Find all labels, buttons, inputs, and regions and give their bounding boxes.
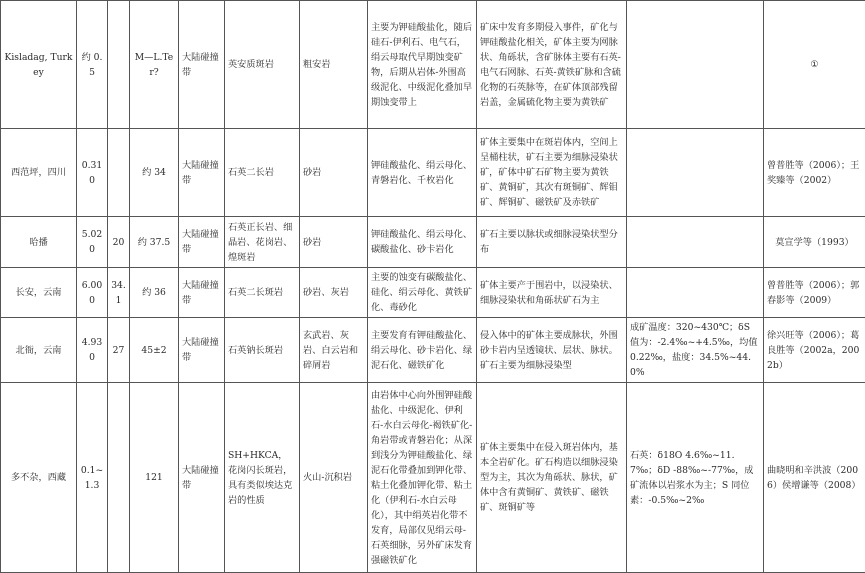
age-cell: 约 36: [130, 268, 179, 318]
wallrock-cell: 火山-沉积岩: [300, 383, 368, 573]
tectonic-cell: 大陆碰撞带: [179, 268, 225, 318]
deposit-name: 哈播: [1, 217, 77, 268]
table-row: [1, 217, 865, 268]
age-cell: M—L.Ter?: [130, 1, 179, 129]
reserve-cell: 5.020: [77, 217, 108, 268]
reserve-cell: 4.930: [77, 318, 108, 383]
reserve-cell: 6.000: [77, 268, 108, 318]
deposit-name: Kisladag, Turkey: [1, 1, 77, 129]
table-row: [1, 383, 865, 573]
table-row: [1, 1, 865, 129]
fluid-cell: [627, 129, 764, 217]
intrusion-cell: SH+HKCA，花岗闪长斑岩，具有类似埃达克岩的性质: [225, 383, 300, 573]
reference-cell: 曲晓明和辛洪波（2006）侯增谦等（2008）: [764, 383, 865, 573]
reserve-cell: 约 0.5: [77, 1, 108, 129]
fluid-cell: [627, 1, 764, 129]
grade-cell: 20: [108, 217, 130, 268]
intrusion-cell: 石英二长斑岩: [225, 268, 300, 318]
alteration-cell: 钾硅酸盐化、绢云母化、碳酸盐化、砂卡岩化: [368, 217, 477, 268]
wallrock-cell: 砂岩: [300, 217, 368, 268]
wallrock-cell: 砂岩、灰岩: [300, 268, 368, 318]
grade-cell: 27: [108, 318, 130, 383]
ore-character-cell: 矿床中发育多期侵入事件，矿化与钾硅酸盐化相关，矿体主要为网脉状、角砾状，含矿脉体主要有石英-电气石网脉、石英-黄铁矿脉和含硫化物的石英脉等，在矿体顶部残留岩盖，金属硫化物主要为黄铁矿: [477, 1, 627, 129]
ore-character-cell: 矿体主要集中在斑岩体内，空间上呈桶柱状，矿石主要为细脉浸染状矿，矿体中矿石矿物主要为黄铁矿、黄铜矿，其次有斑铜矿、辉钼矿、辉铜矿、磁铁矿及赤铁矿: [477, 129, 627, 217]
intrusion-cell: 石英二长岩: [225, 129, 300, 217]
grade-cell: [108, 129, 130, 217]
fluid-cell: [627, 217, 764, 268]
reference-cell: 曾普胜等（2006）；郭春影等（2009）: [764, 268, 865, 318]
tectonic-cell: 大陆碰撞带: [179, 129, 225, 217]
grade-cell: [108, 1, 130, 129]
reference-cell: ①: [764, 1, 865, 129]
fluid-cell: 石英：δ18O 4.6‰~11.7‰；δD -88‰~-77‰，成矿流体以岩浆水为主；S 同位素：-0.5‰~2‰: [627, 383, 764, 573]
wallrock-cell: 玄武岩、灰岩、白云岩和碎屑岩: [300, 318, 368, 383]
ore-character-cell: 矿体主要集中在侵入斑岩体内，基本全岩矿化。矿石构造以细脉浸染型为主，其次为角砾状、脉状，矿体中含有黄铜矿、黄铁矿、磁铁矿、斑铜矿等: [477, 383, 627, 573]
deposit-name: 北衙，云南: [1, 318, 77, 383]
intrusion-cell: 英安质斑岩: [225, 1, 300, 129]
reserve-cell: 0.310: [77, 129, 108, 217]
grade-cell: [108, 383, 130, 573]
reserve-cell: 0.1~1.3: [77, 383, 108, 573]
deposit-name: 长安，云南: [1, 268, 77, 318]
table-row: [1, 268, 865, 318]
table-row: [1, 129, 865, 217]
tectonic-cell: 大陆碰撞带: [179, 217, 225, 268]
alteration-cell: 钾硅酸盐化、绢云母化、青磐岩化、千枚岩化: [368, 129, 477, 217]
reference-cell: 徐兴旺等（2006）；葛良胜等（2002a，2002b）: [764, 318, 865, 383]
ore-character-cell: 侵入体中的矿体主要成脉状，外围砂卡岩内呈透镜状、层状、脉状。矿石主要为细脉浸染型: [477, 318, 627, 383]
reference-cell: 莫宣学等（1993）: [764, 217, 865, 268]
tectonic-cell: 大陆碰撞带: [179, 318, 225, 383]
table-row: [1, 318, 865, 383]
fluid-cell: 成矿温度：320~430℃；δS 值为：-2.4‰~+4.5‰，均值 0.22‰，盐度：34.5%~44.0%: [627, 318, 764, 383]
wallrock-cell: 砂岩: [300, 129, 368, 217]
wallrock-cell: 粗安岩: [300, 1, 368, 129]
age-cell: 约 34: [130, 129, 179, 217]
tectonic-cell: 大陆碰撞带: [179, 383, 225, 573]
fluid-cell: [627, 268, 764, 318]
intrusion-cell: 石英钠长斑岩: [225, 318, 300, 383]
alteration-cell: 由岩体中心向外围钾硅酸盐化、中级泥化、伊利石-水白云母化-褐铁矿化-角岩带或青磐岩化；从深到浅分为钾硅酸盐化、绿泥石化带叠加到钾化带、粘土化叠加钾化带、粘土化（伊利石-水白云母化），其中绢英岩化带不发育，局部仅见绢云母-石英细脉，另外矿床发育强磁铁矿化: [368, 383, 477, 573]
grade-cell: 34.1: [108, 268, 130, 318]
alteration-cell: 主要为钾硅酸盐化，随后硅石-伊利石、电气石，绢云母取代早期蚀变矿物，后期从岩体-外围高级泥化、中级泥化叠加早期蚀变带上: [368, 1, 477, 129]
deposit-name: 西范坪，四川: [1, 129, 77, 217]
ore-character-cell: 矿体主要产于围岩中，以浸染状、细脉浸染状和角砾状矿石为主: [477, 268, 627, 318]
age-cell: 约 37.5: [130, 217, 179, 268]
alteration-cell: 主要发育有钾硅酸盐化、绢云母化、砂卡岩化、绿泥石化、磁铁矿化: [368, 318, 477, 383]
alteration-cell: 主要的蚀变有碳酸盐化、硅化、绢云母化、黄铁矿化、毒砂化: [368, 268, 477, 318]
tectonic-cell: 大陆碰撞带: [179, 1, 225, 129]
age-cell: 45±2: [130, 318, 179, 383]
ore-character-cell: 矿石主要以脉状或细脉浸染状型分布: [477, 217, 627, 268]
intrusion-cell: 石英正长岩、细晶岩、花岗岩、煌斑岩: [225, 217, 300, 268]
reference-cell: 曾普胜等（2006）；王奖臻等（2002）: [764, 129, 865, 217]
age-cell: 121: [130, 383, 179, 573]
deposit-name: 多不杂，西藏: [1, 383, 77, 573]
